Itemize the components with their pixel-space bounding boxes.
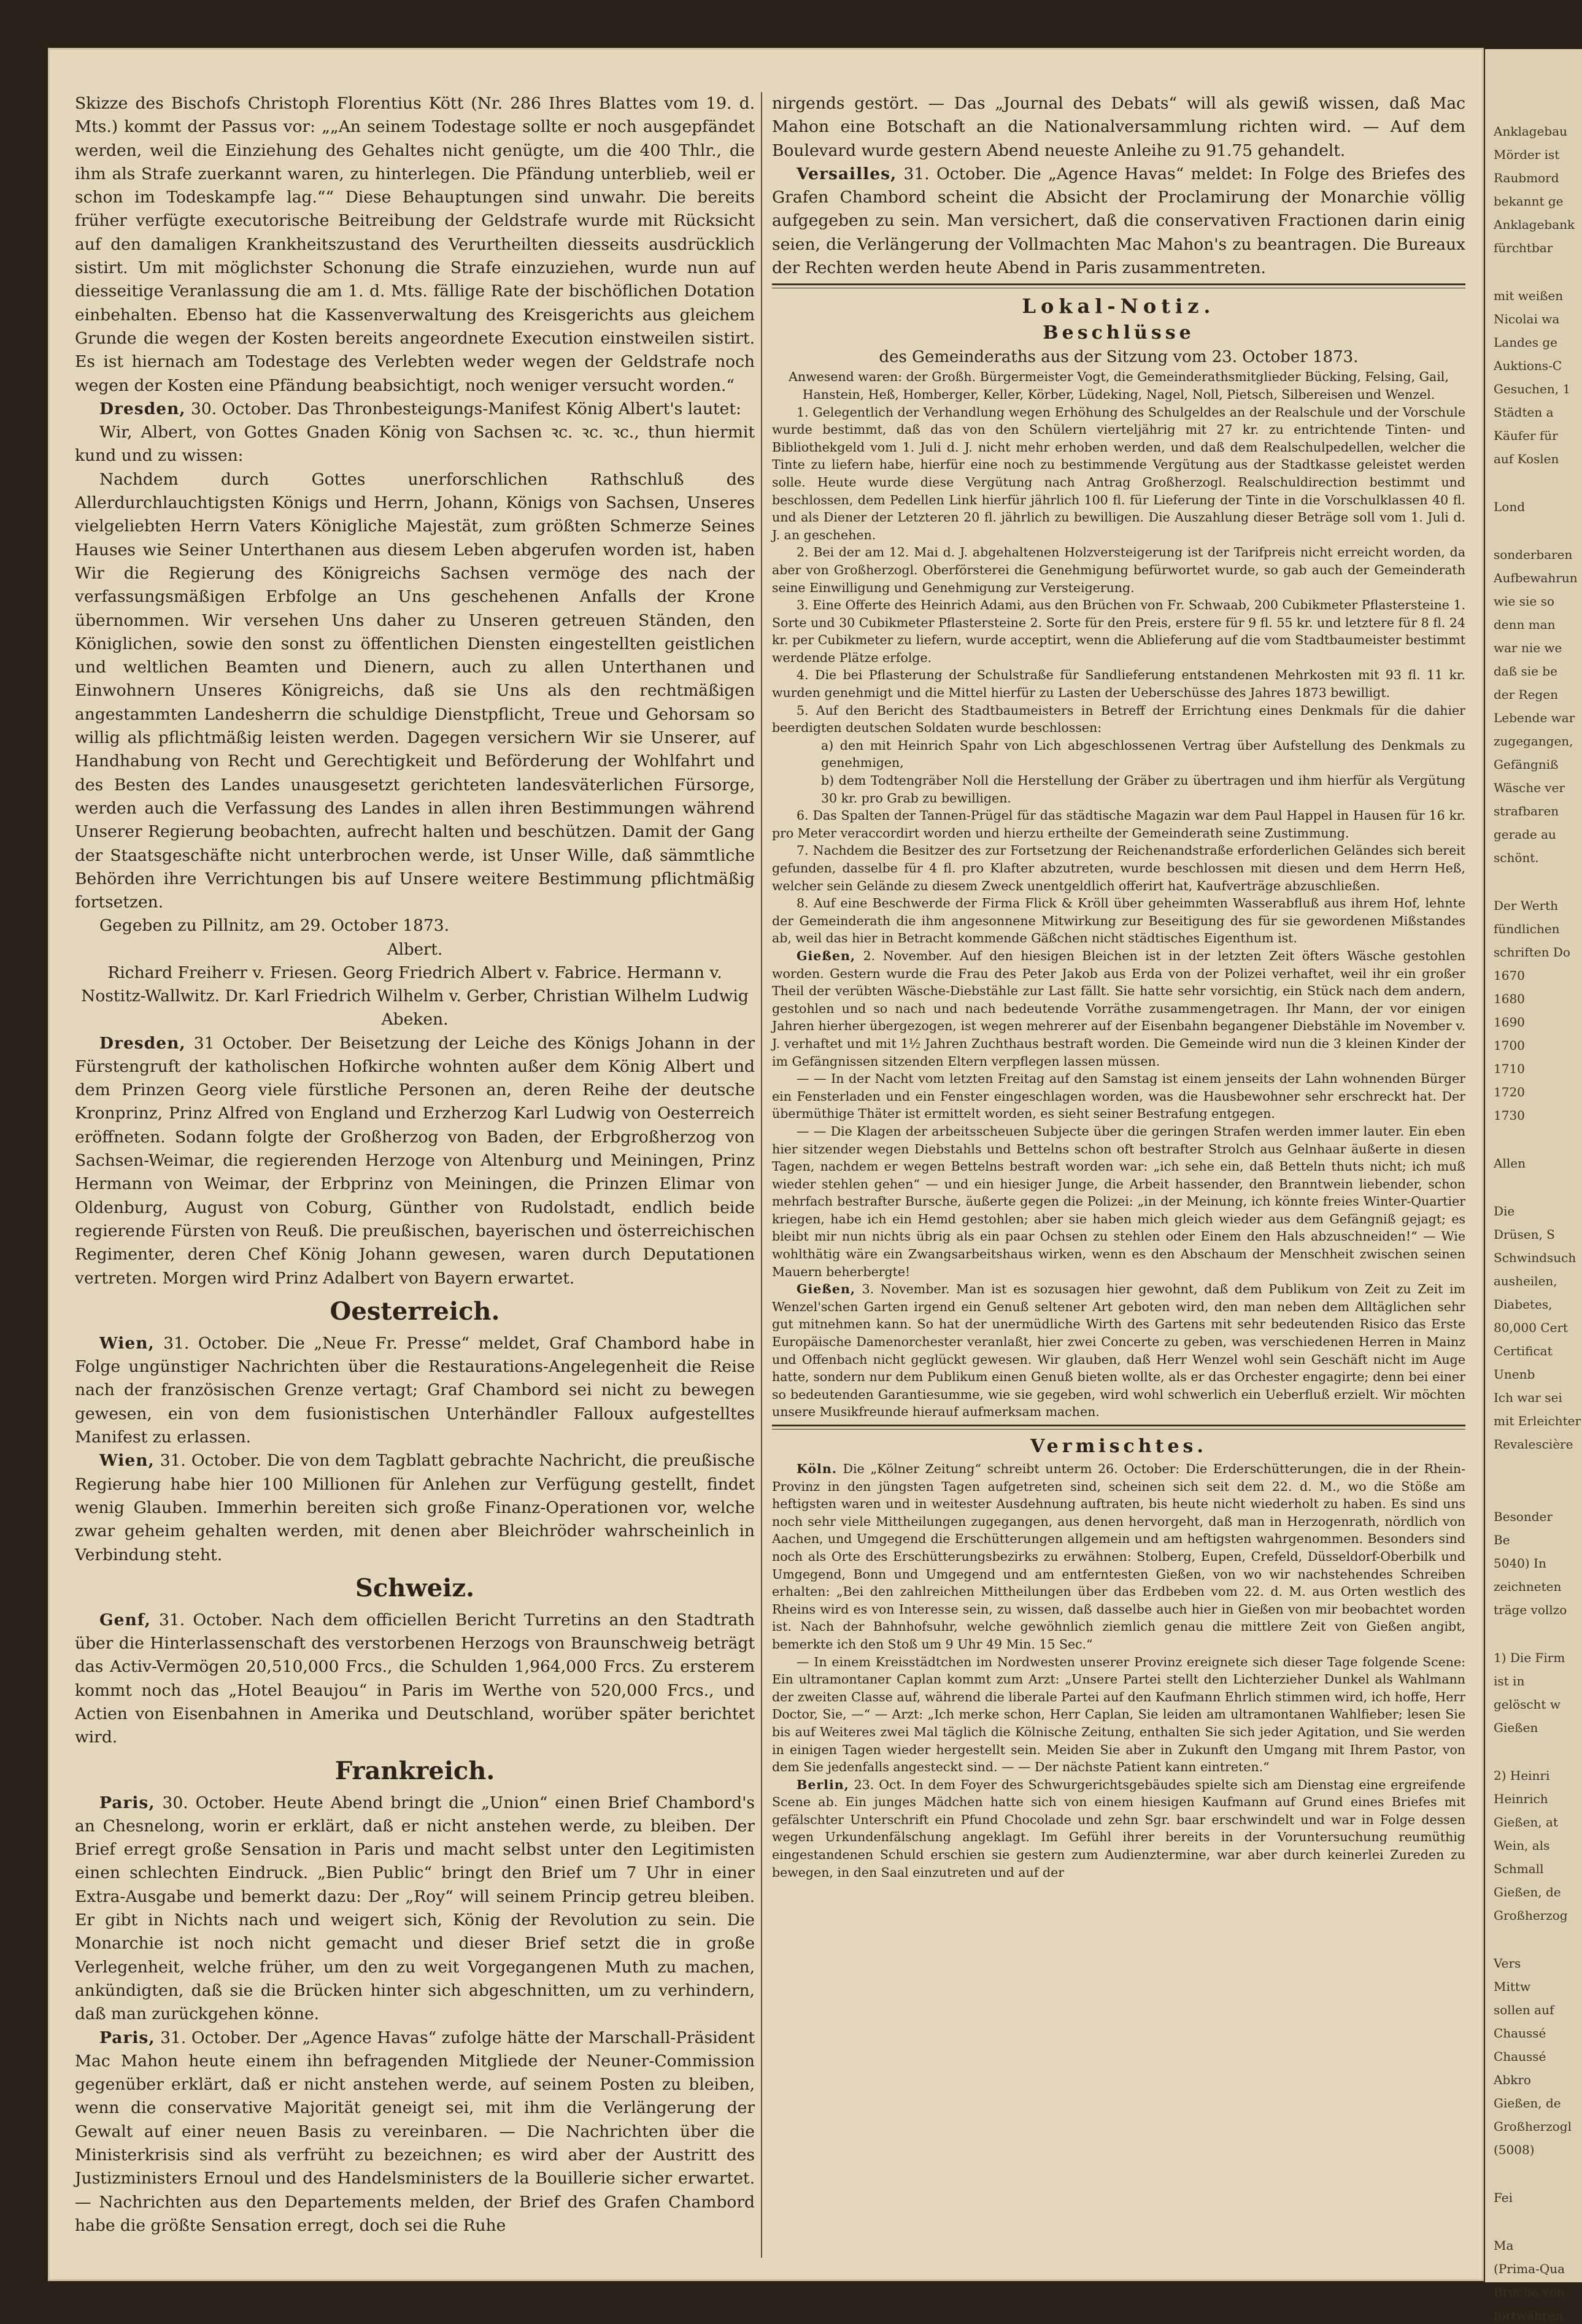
article-koett-skizze: Skizze des Bischofs Christoph Florentius Kött (Nr. 286 Ihres Blattes vom 19. d. Mts.) kommt der Passus vor: „„An seinem Todestage sollte er noch ausgepfändet werden, weil die Einziehung des Gehaltes nicht genügte, um die 400 Thlr., die ihm als Strafe zuerkannt waren, zu hinterlegen. Die Pfändung unterblieb, weil er schon im Todeskampfe lag.““ Diese Behauptungen sind unwahr. Die bereits früher verfügte executorische Beitreibung der Geldstrafe wurde mit Rücksicht auf den damaligen Krankheitszustand des Verurtheilten diesseits ausdrücklich sistirt. Um mit möglichster Schonung die Strafe einzuziehen, wurde nun auf diesseitige Veranlassung die am 1. d. Mts. fällige Rate der bischöflichen Dotation einbehalten. Ebenso hat die Kassenverwaltung des Kreisgerichts aus gleichem Grunde die wegen der Kosten bereits angeordnete Execution einstweilen sistirt. Es ist hiernach am Todestage des Verlebten weder wegen der Geldstrafe noch wegen der Kosten eine Pfändung beabsichtigt, noch weniger versucht worden.“ [75, 94, 755, 395]
adjacent-page-text: Gießen, at [1494, 1815, 1558, 1830]
adjacent-page-text: Die [1494, 1204, 1515, 1218]
adjacent-page-text: träge vollzo [1494, 1603, 1567, 1617]
article-kreisstaedtchen: — In einem Kreisstädtchen im Nordwesten unserer Provinz ereignete sich dieser Tage folgende Scene: Ein ultramontaner Caplan kommt zum Arzt: „Unsere Partei stellt den Lichterzieher Dunkel als Wahlmann der zweiten Classe auf, während die liberale Partei auf den Kaufmann Ehrlich stimmen wird, ich hoffe, Herr Doctor, Sie, —“ — Arzt: „Ich merke schon, Herr Caplan, Sie leiden am ultramontanen Wahlfieber; lesen Sie bis auf Weiteres zwei Mal täglich die Kölnische Zeitung, enthalten Sie sich jeder Agitation, und Sie werden in einigen Tagen wieder hergestellt sein. Meiden Sie aber in Zukunft den Umgang mit Ihrem Pastor, von dem Sie jedenfalls angesteckt sind. — — Der nächste Patient kann eintreten.“ [772, 1654, 1465, 1775]
dateline: Dresden, [99, 399, 186, 418]
article-text: 30. October. Das Thronbesteigungs-Manifest König Albert's lautet: [185, 399, 741, 418]
article-text: 31. October. Die „Agence Havas“ meldet: In Folge des Briefes des Grafen Chambord scheint die Absicht der Proclamirung der Monarchie völlig aufgegeben zu sein. Man versichert, daß die conservativen Fractionen darin einig seien, die Verlängerung der Vollmachten Mac Mahon's zu beantragen. Die Bureaux der Rechten werden heute Abend in Paris zusammentreten. [772, 164, 1465, 278]
manifest-signature-king: Albert. [387, 940, 443, 959]
adjacent-page-text: Lond [1494, 499, 1526, 514]
adjacent-page-text: Nicolai wa [1494, 312, 1560, 326]
adjacent-page-fragment [1485, 49, 1582, 2323]
article-giessen-2: — — In der Nacht vom letzten Freitag auf den Samstag ist einem jenseits der Lahn wohnenden Bürger ein Fensterladen und ein Fenster eingeschlagen worden, was die Hausbewohner sehr erschreckt hat. Der übermüthige Thäter ist ermittelt worden, es sieht seiner Bestrafung entgegen. [772, 1071, 1465, 1122]
adjacent-page-text: 1700 [1494, 1038, 1525, 1053]
manifest-date: Gegeben zu Pillnitz, am 29. October 1873. [99, 916, 450, 936]
dateline: Köln. [797, 1461, 837, 1476]
adjacent-page-text: auf Koslen [1494, 452, 1559, 466]
resolution-3: 3. Eine Offerte des Heinrich Adami, aus den Brüchen von Fr. Schwaab, 200 Cubikmeter Pflastersteine 1. Sorte und 30 Cubikmeter Pflastersteine 2. Sorte für den Preis, erstere für 9 fl. 55 kr. und letztere für 8 fl. 24 kr. per Cubikmeter zu liefern, wurde acceptirt, wenn die Ablieferung auf die vom Stadtbaumeister bestimmt werdende Plätze erfolge. [772, 598, 1465, 665]
article-text: 2. November. Auf den hiesigen Bleichen ist in der letzten Zeit öfters Wäsche gestohlen worden. Gestern wurde die Frau des Peter Jakob aus Erda von der Polizei verhaftet, weil ihr ein großer Theil der verübten Wäsche-Diebstähle zur Last fällt. Sie hatte sehr vorsichtig, ein Stück nach dem andern, gestohlen und so nach und nach bedeutende Vorräthe zusammengetragen. Ihr Mann, der vor einigen Jahren hierher übergezogen, ist wegen mehrerer auf der Eisenbahn begangener Diebstähle im November v. J. verhaftet und mit 1½ Jahren Zuchthaus bestraft worden. Die Gemeinde wird nun die 3 kleinen Kinder der im Gefängnissen sitzenden Eltern verpflegen lassen müssen. [772, 948, 1465, 1069]
article-paris-continued: nirgends gestört. — Das „Journal des Debats“ will als gewiß wissen, daß Mac Mahon eine Botschaft an die Nationalversammlung richten wird. — Auf dem Boulevard wurde gestern Abend neueste Anleihe zu 91.75 gehandelt. [772, 94, 1465, 160]
article-versailles [772, 163, 1465, 280]
adjacent-page-text: 80,000 Cert [1494, 1320, 1568, 1335]
adjacent-page-text: sollen auf [1494, 2003, 1554, 2017]
resolution-8: 8. Auf eine Beschwerde der Firma Flick & Kröll über geheimmten Wasserabfluß aus ihrem Hof, lehnte der Gemeinderath die ihm angesonnene Mitwirkung zur Beseitigung des für sie gewordenen Mißstandes ab, weil das hier in Betracht kommende Gäßchen nicht städtisches Eigenthum ist. [772, 896, 1465, 946]
subheading-sitzung: des Gemeinderaths aus der Sitzung vom 23. October 1873. [879, 348, 1359, 367]
article-text: 31. October. Die von dem Tagblatt gebrachte Nachricht, die preußische Regierung habe hier 100 Millionen für Anlehen zur Verfügung gestellt, findet wenig Glauben. Immerhin bereiten sich große Finanz-Operationen vor, welche zwar geheim gehalten werden, mit denen aber Bleichröder wahrscheinlich in Verbindung steht. [75, 1451, 755, 1564]
adjacent-page-text: Städten a [1494, 405, 1554, 420]
section-heading-lokal-notiz: Lokal-Notiz. [1022, 294, 1216, 318]
adjacent-page-text: Abkro [1494, 2072, 1531, 2087]
adjacent-page-text: Wein, als [1494, 1838, 1550, 1853]
column-divider [761, 92, 762, 2258]
section-heading-schweiz: Schweiz. [355, 1573, 475, 1603]
adjacent-page-text: wie sie so [1494, 594, 1554, 609]
attendance-list: Anwesend waren: der Großh. Bürgermeister Vogt, die Gemeinderathsmitglieder Bücking, Felsing, Gail, Hanstein, Heß, Homberger, Keller, Körber, Lüdeking, Nagel, Noll, Pietsch, Silbereisen und Wenzel. [789, 369, 1449, 402]
adjacent-page-text: Gesuchen, 1 [1494, 382, 1571, 396]
dateline: Paris, [99, 2028, 155, 2047]
article-dresden-beisetzung [75, 1032, 755, 1290]
adjacent-page-text: gerade au [1494, 827, 1556, 842]
section-rule [772, 283, 1465, 288]
article-paris-2 [75, 2026, 755, 2238]
adjacent-page-text: daß sie be [1494, 664, 1557, 679]
resolution-5b: b) dem Todtengräber Noll die Herstellung der Gräber zu übertragen und ihm hierfür als Vergütung 30 kr. pro Grab zu bewilligen. [821, 773, 1465, 806]
adjacent-page-text: Fei [1494, 2190, 1513, 2205]
dateline: Genf, [99, 1610, 151, 1629]
adjacent-page-text: Mittw [1494, 1979, 1531, 1994]
dateline: Gießen, [797, 1282, 855, 1297]
adjacent-page-text: 1) Die Firm [1494, 1650, 1565, 1665]
adjacent-page-text: Vers [1494, 1956, 1521, 1971]
adjacent-page-text: der Regen [1494, 687, 1558, 702]
adjacent-page-text: Aufbewahrun [1494, 571, 1578, 585]
adjacent-page-text: zugegangen, [1494, 734, 1573, 748]
dateline: Wien, [99, 1333, 155, 1353]
adjacent-page-text: fürchtbar [1494, 240, 1553, 255]
adjacent-page-text: Allen [1494, 1156, 1526, 1171]
heading-beschluesse: Beschlüsse [1043, 322, 1195, 344]
adjacent-page-text: sonderbaren [1494, 547, 1573, 562]
manifest-signature-ministers: Richard Freiherr v. Friesen. Georg Friedrich Albert v. Fabrice. Hermann v. Nostitz-Wallwitz. Dr. Karl Friedrich Wilhelm v. Gerber, Christian Wilhelm Ludwig Abeken. [81, 963, 749, 1029]
manifest-body: Nachdem durch Gottes unerforschlichen Rathschluß des Allerdurchlauchtigsten Königs und Herrn, Johann, Königs von Sachsen, Unseres vielgeliebten Herrn Vaters Königliche Majestät, zum größten Schmerze Seines Hauses wie Seiner Unterthanen aus diesem Leben abgerufen worden ist, haben Wir die Regierung des Königreichs Sachsen vermöge des nach der verfassungsmäßigen Erbfolge an Uns geschehenen Anfalls der Krone übernommen. Wir versehen Uns daher zu Unseren getreuen Ständen, den Königlichen, sowie den sonst zu öffentlichen Diensten eingestellten geistlichen und weltlichen Beamten und Dienern, auch zu allen Unterthanen und Einwohnern Unseres Königreichs, daß sie Uns als den rechtmäßigen angestammten Landesherrn die schuldige Dienstpflicht, Treue und Gehorsam so willig als pflichtmäßig leisten werden. Dagegen versichern Wir sie Unserer, auf Handhabung von Recht und Gerechtigkeit und Beförderung der Wohlfahrt und des Besten des Landes unausgesetzt gerichteten landesväterlichen Fürsorge, werden auch die Verfassung des Landes in allen ihren Bestimmungen während Unserer Regierung beobachten, aufrecht halten und beschützen. Damit der Gang der Staatsgeschäfte nicht unterbrochen werde, ist Unser Wille, daß sämmtliche Behörden ihre Verrichtungen bis auf Unsere weitere Bestimmung pflichtmäßig fortsetzen. [75, 469, 755, 912]
adjacent-page-text: Gießen, de [1494, 2096, 1561, 2110]
adjacent-page-text: schriften Do [1494, 945, 1570, 960]
adjacent-page-text: schönt. [1494, 850, 1539, 865]
adjacent-page-text: Großherzogl [1494, 2119, 1572, 2134]
adjacent-page-text: 5040) In [1494, 1556, 1546, 1571]
adjacent-page-text: Landes ge [1494, 335, 1557, 350]
adjacent-page-text: Be [1494, 1533, 1510, 1547]
resolution-4: 4. Die bei Pflasterung der Schulstraße für Sandlieferung entstandenen Mehrkosten mit 93 fl. 11 kr. wurden genehmigt und die Mittel hierfür zu Lasten der Ueberschüsse des Jahres 1873 bewilligt. [772, 668, 1465, 701]
adjacent-page-text: Anklagebank [1494, 217, 1575, 232]
adjacent-page-text: Lebende war [1494, 710, 1575, 725]
adjacent-page-text: Großherzog [1494, 1908, 1568, 1923]
article-wien-1 [75, 1332, 755, 1449]
adjacent-page-text: Mörder ist [1494, 147, 1560, 162]
adjacent-page-text: Certificat [1494, 1344, 1553, 1358]
article-koeln [772, 1460, 1465, 1653]
article-giessen-1 [772, 947, 1465, 1070]
section-heading-oesterreich: Oesterreich. [330, 1296, 500, 1326]
article-dresden-manifest [75, 398, 755, 421]
adjacent-page-text: Gießen [1494, 1720, 1538, 1735]
adjacent-page-text: ausheilen, [1494, 1274, 1557, 1288]
article-wien-2 [75, 1449, 755, 1566]
adjacent-page-text: Ma [1494, 2238, 1514, 2253]
adjacent-page-text: Chaussé [1494, 2049, 1546, 2064]
dateline: Paris, [99, 1793, 155, 1812]
adjacent-page-text: gelöscht w [1494, 1697, 1561, 1712]
dateline: Dresden, [99, 1033, 186, 1053]
adjacent-page-text: Chaussé [1494, 2026, 1546, 2041]
adjacent-page-text: Besonder [1494, 1509, 1553, 1524]
adjacent-page-text: Revalescière [1494, 1437, 1573, 1452]
adjacent-page-text: Heinrich [1494, 1791, 1548, 1806]
adjacent-page-text: 1680 [1494, 991, 1525, 1006]
adjacent-page-text: Auktions-C [1494, 358, 1562, 373]
adjacent-page-text: mit Erleichter [1494, 1414, 1581, 1428]
adjacent-page-text: ist in [1494, 1674, 1525, 1688]
adjacent-page-text: denn man [1494, 617, 1556, 632]
article-text: 31. October. Die „Neue Fr. Presse“ meldet, Graf Chambord habe in Folge ungünstiger Nachrichten über die Restaurations-Angelegenheit die Reise nach der französischen Grenze vertagt; Graf Chambord sei nicht zu bewegen gewesen, ein von dem fusionistischen Unterhändler Falloux aufgestelltes Manifest zu erlassen. [75, 1333, 755, 1447]
adjacent-page-text: Wäsche ver [1494, 780, 1565, 795]
article-giessen-4 [772, 1280, 1465, 1421]
article-text: 31 October. Der Beisetzung der Leiche des Königs Johann in der Fürstengruft der katholischen Hofkirche wohnten außer dem König Albert und dem Prinzen Georg viele fürstliche Personen an, deren Reihe der deutsche Kronprinz, Prinz Alfred von England und Erzherzog Karl Ludwig von Oesterreich eröffneten. Sodann folgte der Großherzog von Baden, der Erbgroßherzog von Sachsen-Weimar, die regierenden Herzoge von Altenburg und Meiningen, Prinz Hermann von Weimar, der Erbprinz von Meiningen, die Prinzen Elimar von Oldenburg, August von Coburg, Günther von Rudolstadt, endlich beide regierende Fürsten von Reuß. Die preußischen, bayerischen und österreichischen Regimenter, deren Chef König Johann gewesen, waren durch Deputationen vertreten. Morgen wird Prinz Adalbert von Bayern erwartet. [75, 1033, 755, 1288]
adjacent-page-text: (5008) [1494, 2142, 1535, 2157]
section-heading-frankreich: Frankreich. [334, 1756, 495, 1785]
dateline: Gießen, [797, 948, 855, 963]
adjacent-page-text: Drüsen, S [1494, 1227, 1555, 1242]
adjacent-page-text: Käufer für [1494, 428, 1558, 443]
adjacent-page-text: Schmall [1494, 1861, 1544, 1876]
article-text: 31. October. Nach dem officiellen Bericht Turretins an den Stadtrath über die Hinterlassenschaft des verstorbenen Herzogs von Braunschweig beträgt das Activ-Vermögen 20,510,000 Frcs., die Schulden 1,964,000 Frcs. Zu ersterem kommt noch das „Hotel Beaujou“ in Paris im Werthe von 520,000 Frcs., und Actien von Eisenbahnen in Amerika und Deutschland, worüber später berichtet wird. [75, 1610, 755, 1747]
resolution-2: 2. Bei der am 12. Mai d. J. abgehaltenen Holzversteigerung ist der Tarifpreis nicht erreicht worden, da aber von Großherzogl. Oberförsterei die Genehmigung befürwortet wurde, so gab auch der Gemeinderath seine Einwilligung und Genehmigung zur Versteigerung. [772, 545, 1465, 595]
adjacent-page-text: Ich war sei [1494, 1390, 1562, 1405]
manifest-opening: Wir, Albert, von Gottes Gnaden König von Sachsen ꝛc. ꝛc. ꝛc., thun hiermit kund und zu wissen: [75, 423, 755, 466]
adjacent-page-text: Anklagebau [1494, 124, 1568, 139]
section-heading-vermischtes: Vermischtes. [1030, 1436, 1207, 1457]
article-paris-1 [75, 1791, 755, 2026]
adjacent-page-text: 1720 [1494, 1085, 1525, 1099]
article-genf [75, 1609, 755, 1750]
adjacent-page-text: Der Werth [1494, 898, 1559, 913]
adjacent-page-text: bekannt ge [1494, 194, 1564, 209]
resolution-5a: a) den mit Heinrich Spahr von Lich abgeschlossenen Vertrag über Aufstellung des Denkmals zu genehmigen, [821, 737, 1465, 771]
adjacent-page-text: Bruche von [1494, 2285, 1565, 2299]
resolution-6: 6. Das Spalten der Tannen-Prügel für das städtische Magazin war dem Paul Happel in Hausen für 16 kr. pro Meter veraccordirt worden und hierzu ertheilte der Gemeinderath seine Zustimmung. [772, 808, 1465, 841]
adjacent-page-text: 2) Heinri [1494, 1768, 1550, 1783]
adjacent-page-text: Gießen, de [1494, 1885, 1561, 1899]
article-giessen-3: — — Die Klagen der arbeitsscheuen Subjecte über die geringen Strafen werden immer lauter. Ein eben hier sitzender wegen Diebstahls und Bettelns schon oft bestrafter Strolch aus Gelnhaar äußerte in diesen Tagen, nachdem er wegen Bettelns bestraft worden war: „ich sehe ein, daß Betteln thuts nicht; ich muß wieder stehlen gehen“ — und ein hiesiger Junge, die Arbeit hassender, den Branntwein liebender, schon mehrfach bestrafter Bursche, äußerte gegen die Polizei: „in der Meinung, ich könnte freies Winter-Quartier kriegen, habe ich ein Hemd gestohlen; aber sie haben mich gleich wieder aus dem Gefängniß gejagt; es bleibt mir nun nichts übrig als ein paar Ochsen zu stehlen oder Einem den Hals abzuschneiden!“ — Wie wohlthätig wäre ein Zwangsarbeitshaus wirken, wenn es den Abschaum der Menschheit zwischen seinen Mauern beherbergte! [772, 1123, 1465, 1279]
resolution-7: 7. Nachdem die Besitzer des zur Fortsetzung der Reichenandstraße erforderlichen Geländes sich bereit gefunden, dasselbe für 4 fl. pro Klafter abzutreten, wurde beschlossen mit diesen und dem Herrn Heß, welcher sein Gelände zu diesem Zweck unentgeldlich offerirt hat, Kaufverträge abzuschließen. [772, 843, 1465, 893]
left-column [75, 92, 755, 2264]
right-column [772, 92, 1465, 2264]
section-rule [772, 1425, 1465, 1429]
article-text: 23. Oct. In dem Foyer des Schwurgerichtsgebäudes spielte sich am Dienstag eine ergreifende Scene ab. Ein junges Mädchen hatte sich von einem hiesigen Kaufmann auf Grund eines Briefes mit gefälschter Unterschrift ein Pfund Chocolade und zehn Sgr. baar erschwindelt und war in Folge dessen wegen Urkundenfälschung angeklagt. Im Gefühl ihrer bereits in der Voruntersuchung reumüthig eingestandenen Schuld erschien sie gestern zum Audienztermine, war aber durch keinerlei Zureden zu bewegen, in den Saal einzutreten und auf der [772, 1777, 1465, 1880]
adjacent-page-text: Unenb [1494, 1367, 1535, 1382]
adjacent-page-text: 1730 [1494, 1108, 1525, 1123]
article-text: 30. October. Heute Abend bringt die „Union“ einen Brief Chambord's an Chesnelong, worin er erklärt, daß er nicht anstehen werde, zu bleiben. Der Brief erregt große Sensation in Paris und macht selbst unter den Legitimisten einen schlechten Eindruck. „Bien Public“ bringt den Brief um 7 Uhr in einer Extra-Ausgabe und bemerkt dazu: Der „Roy“ will seinem Princip getreu bleiben. Er gibt in Nichts nach und weigert sich, König der Revolution zu sein. Die Monarchie ist noch nicht gemacht und dieser Brief setzt die in große Verlegenheit, welche früher, um den zu weit Vorgegangenen Muth zu machen, ankündigten, daß sie die Brücken hinter sich abgeschnitten, um zu verhindern, daß man zurückgehen könne. [75, 1793, 755, 2024]
adjacent-page-text: 1670 [1494, 968, 1525, 983]
dateline: Versailles, [797, 164, 897, 183]
adjacent-page-text: Diabetes, [1494, 1297, 1553, 1312]
adjacent-page-text: Schwindsuch [1494, 1250, 1576, 1265]
article-berlin [772, 1776, 1465, 1882]
article-text: 31. October. Der „Agence Havas“ zufolge hätte der Marschall-Präsident Mac Mahon heute einem ihn befragenden Mitgliede der Neuner-Commission gegenüber erklärt, daß er nicht anstehen werde, auf seinem Posten zu bleiben, wenn die conservative Majorität geneigt sei, mit ihm die Verlängerung der Gewalt auf einer neuen Basis zu vereinbaren. — Die Nachrichten über die Ministerkrisis sind als verfrüht zu bezeichnen; es wird aber der Austritt des Justizministers Ernoul und des Handelsministers de la Bouillerie sicher erwartet. — Nachrichten aus den Departements melden, der Brief des Grafen Chambord habe die größte Sensation erregt, doch sei die Ruhe [75, 2028, 755, 2235]
article-text: Die „Kölner Zeitung“ schreibt unterm 26. October: Die Erderschütterungen, die in der Rhein-Provinz in den jüngsten Tagen aufgetreten sind, scheinen sich seit dem 22. d. M., wo die Stöße am heftigsten waren und in weitester Ausdehnung auftraten, bis heute nicht wiederholt zu haben. Es sind uns noch sehr viele Mittheilungen zugegangen, aus denen hervorgeht, daß man in Herzogenrath, nördlich von Aachen, und Umgegend die Erschütterungen allgemein und am heftigsten wahrgenommen. Besonders sind noch als Orte des Erschütterungsbezirks zu erwähnen: Stolberg, Eupen, Crefeld, Düsseldorf-Oberbilk und Umgegend, Bonn und Umgegend und am entferntesten Gießen, von wo wir nachstehendes Schreiben erhalten: „Bei den zahlreichen Mittheilungen über das Erdbeben vom 22. d. M. aus Orten westlich des Rheins wird es von Interesse sein, zu wissen, daß dasselbe auch hier in Gießen von mir beobachtet worden ist. Nach der Bahnhofsuhr, welche gewöhnlich ziemlich genau die mittlere Zeit von Gießen angibt, bemerkte ich den Stoß um 9 Uhr 49 Min. 15 Sec.“ [772, 1461, 1465, 1652]
adjacent-page-text: strafbaren [1494, 804, 1559, 818]
adjacent-page-text: zeichneten [1494, 1579, 1562, 1594]
adjacent-page-text: 1690 [1494, 1015, 1525, 1029]
dateline: Berlin, [797, 1777, 849, 1792]
adjacent-page-text: fortwähren [1494, 2308, 1564, 2323]
dateline: Wien, [99, 1451, 155, 1471]
resolution-5: 5. Auf den Bericht des Stadtbaumeisters in Betreff der Errichtung eines Denkmals für die dahier beerdigten deutschen Soldaten wurde beschlossen: [772, 702, 1465, 736]
resolution-1: 1. Gelegentlich der Verhandlung wegen Erhöhung des Schulgeldes an der Realschule und der Vorschule wurde bestimmt, daß das von den Schülern vierteljährig mit 27 kr. zu entrichtende Tinten- und Bibliothekgeld vom 1. Juli d. J. nicht mehr erhoben werden, und daß dem Realschulpedellen, welcher die Tinte zu liefern habe, hierfür eine noch zu bestimmende Vergütung aus der Stadtkasse geleistet werden solle. Heute wurde diese Vergütung nach Antrag Großherzogl. Realschuldirection bestimmt und beschlossen, dem Pedellen Link hierfür jährlich 100 fl. für Lieferung der Tinte in die Vorschulklassen 40 fl. und als Diener der Letzteren 20 fl. jährlich zu bewilligen. Die Auszahlung dieser Beträge soll vom 1. Juli d. J. an geschehen. [772, 404, 1465, 542]
article-text: 3. November. Man ist es sozusagen hier gewohnt, daß dem Publikum von Zeit zu Zeit im Wenzel'schen Garten irgend ein Genuß seltener Art geboten wird, den man neben dem Alltäglichen sehr gut mitnehmen kann. So hat der unermüdliche Wirth des Gartens mit sehr bedeutenden Risico das Erste Europäische Damenorchester veranlaßt, hier zwei Concerte zu geben, was verschiedenen Herren in Mainz und Offenbach nicht geglückt gewesen. Wir glauben, daß Herr Wenzel wohl sein Geschäft nicht im Auge hatte, sondern nur dem Publikum einen Genuß bieten wollte, als er das Orchester engagirte; denn bei einer so bedeutenden Garantiesumme, wie sie gegeben, wird wohl schwerlich ein Ueberfluß erzielt. Wir möchten unsere Musikfreunde hierauf aufmerksam machen. [772, 1282, 1465, 1420]
adjacent-page-text: (Prima-Qua [1494, 2261, 1565, 2276]
adjacent-page-text: Gefängniß [1494, 757, 1559, 772]
adjacent-page-text: 1710 [1494, 1061, 1525, 1076]
adjacent-page-text: mit weißen [1494, 288, 1564, 303]
adjacent-page-text: Raubmord [1494, 171, 1559, 185]
adjacent-page-text: fündlichen [1494, 922, 1560, 936]
adjacent-page-text: war nie we [1494, 641, 1562, 655]
